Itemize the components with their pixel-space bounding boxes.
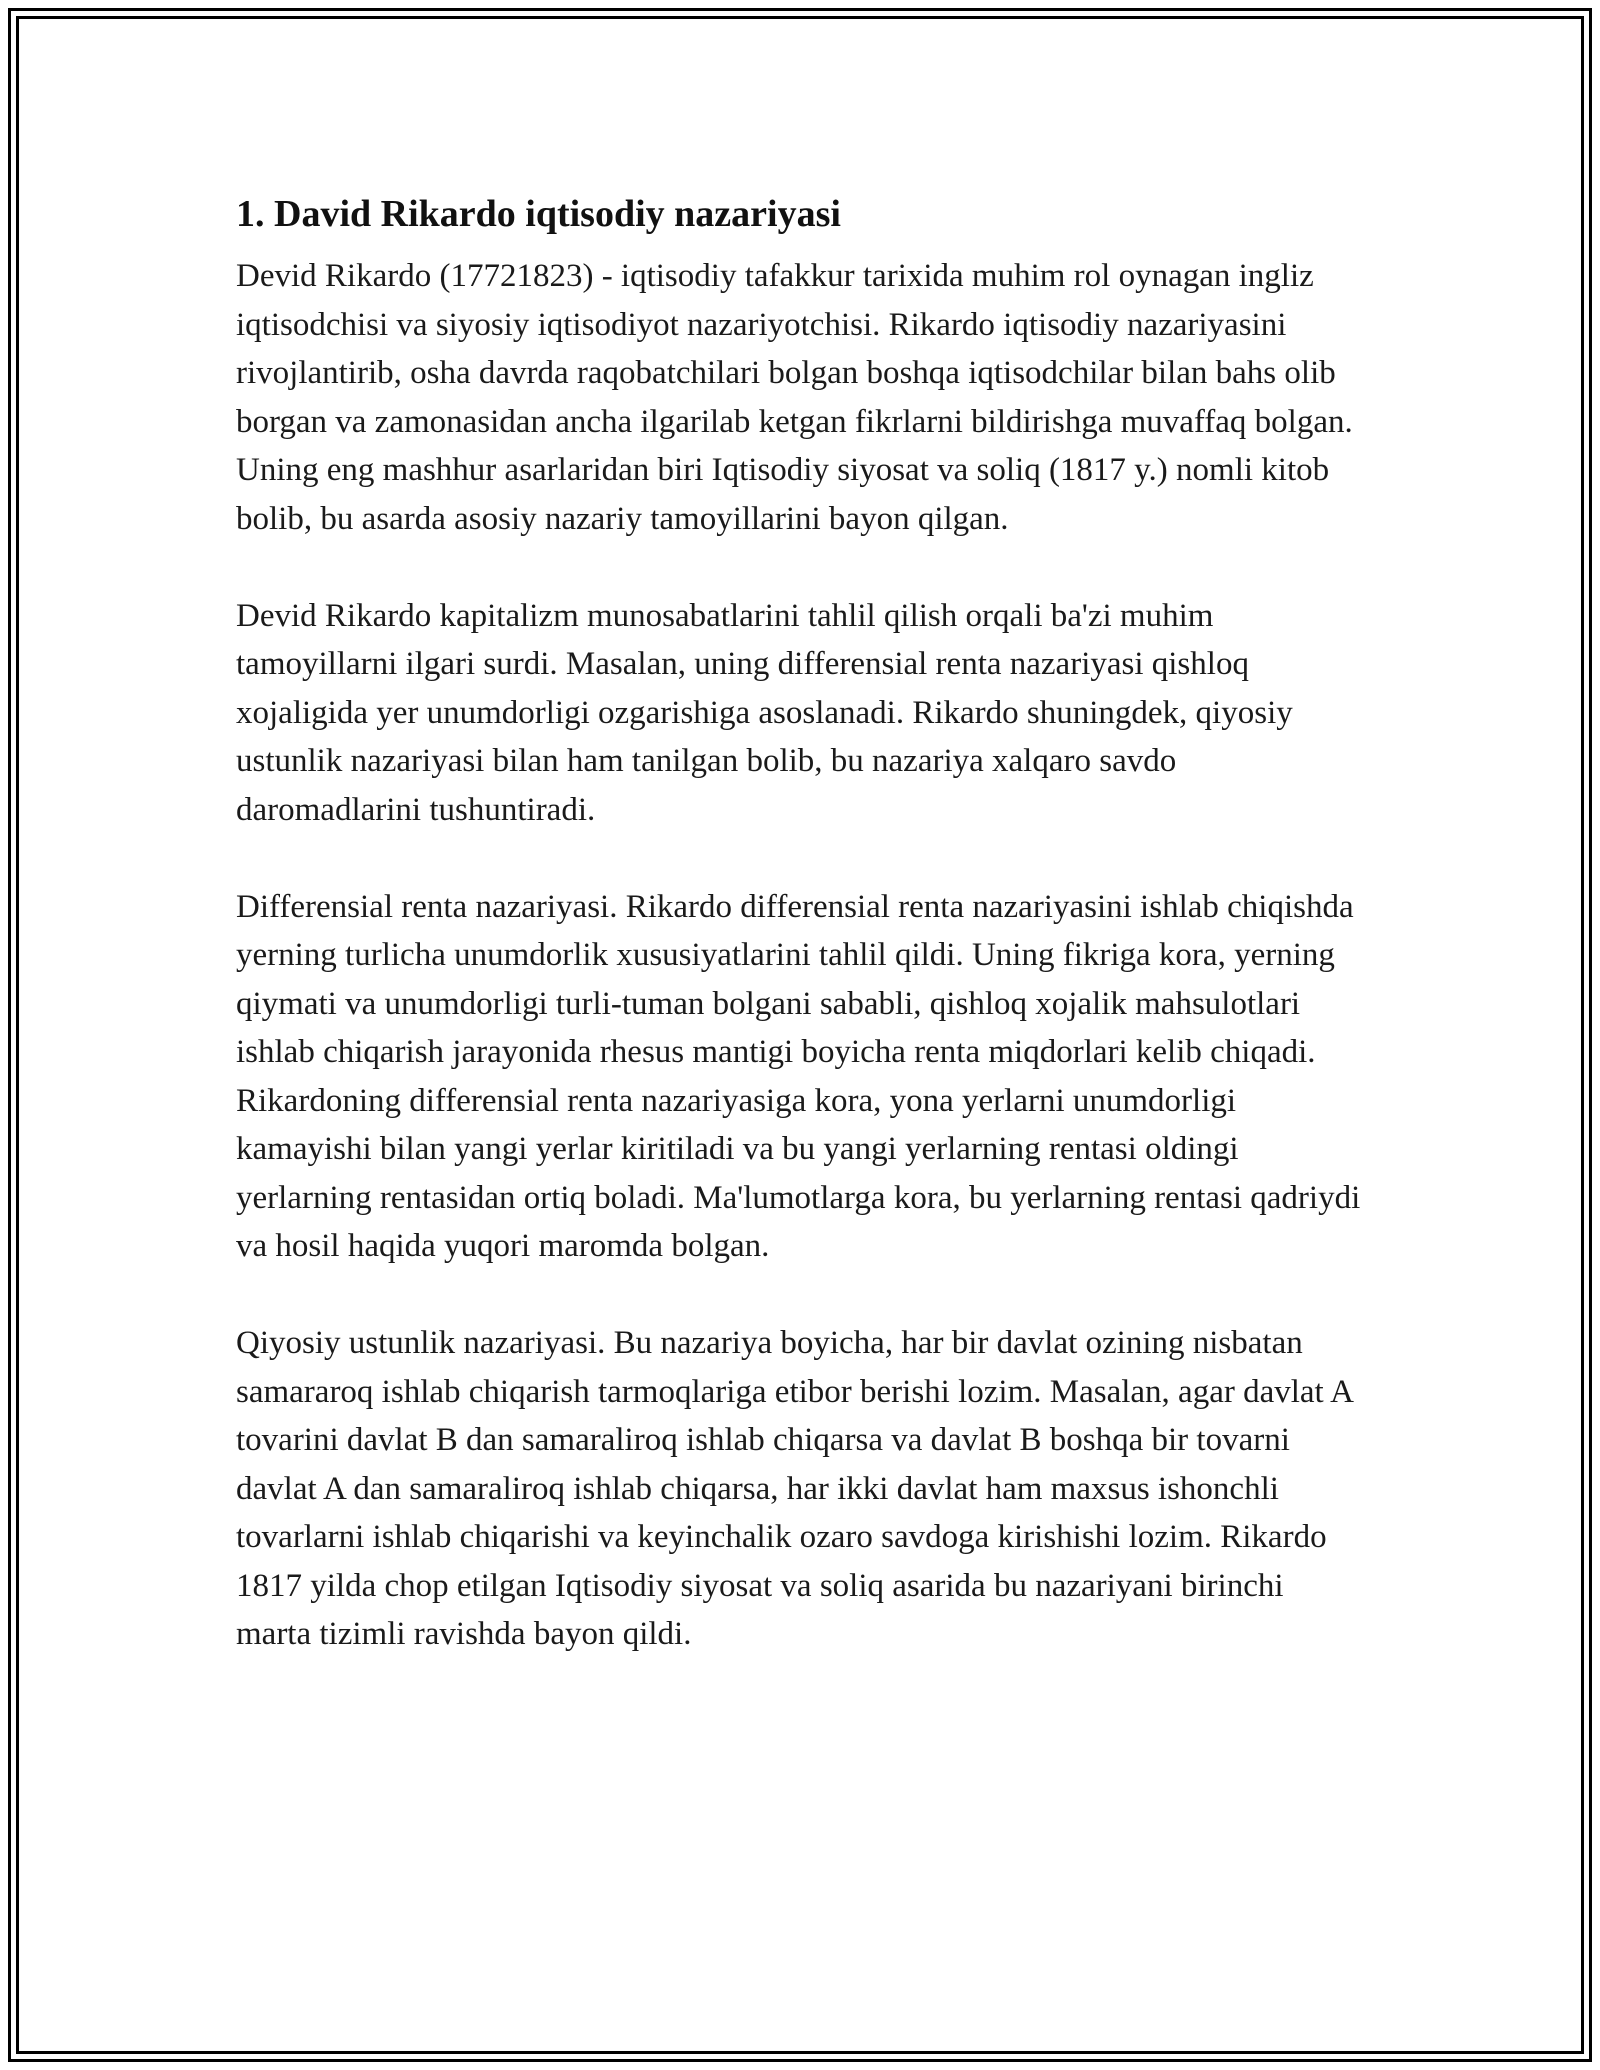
paragraph-comparative-advantage: Qiyosiy ustunlik nazariyasi. Bu nazariya boyicha, har bir davlat ozining nisbatan samararoq ishlab chiqarish tarmoqlariga etibor berishi lozim. Masalan, agar davlat A tovarini davlat B dan samaraliroq ishlab chiqarsa va davlat B boshqa bir tovarni davlat A dan samaraliroq ishlab chiqarsa, har ikki davlat ham maxsus ishonchli tovarlarni ishlab chiqarishi va keyinchalik ozaro savdoga kirishishi lozim. Rikardo 1817 yilda chop etilgan Iqtisodiy siyosat va soliq asarida bu nazariyani birinchi marta tizimli ravishda bayon qildi. [236, 1325, 1353, 1652]
paragraph-differential-rent: Differensial renta nazariyasi. Rikardo differensial renta nazariyasini ishlab chiqishda yerning turlicha unumdorlik xususiyatlarini tahlil qildi. Uning fikriga kora, yerning qiymati va unumdorligi turli-tuman bolgani sababli, qishloq xojalik mahsulotlari ishlab chiqarish jarayonida rhesus mantigi boyicha renta miqdorlari kelib chiqadi. Rikardoning differensial renta nazariyasiga kora, yona yerlarni unumdorligi kamayishi bilan yangi yerlar kiritiladi va bu yangi yerlarning rentasi oldingi yerlarning rentasidan ortiq boladi. Ma'lumotlarga kora, bu yerlarning rentasi qadriydi va hosil haqida yuqori maromda bolgan. [236, 888, 1361, 1264]
paragraph-intro: Devid Rikardo (17721823) - iqtisodiy tafakkur tarixida muhim rol oynagan ingliz iqtisodchisi va siyosiy iqtisodiyot nazariyotchisi. Rikardo iqtisodiy nazariyasini rivojlantirib, osha davrda raqobatchilari bolgan boshqa iqtisodchilar bilan bahs olib borgan va zamonasidan ancha ilgarilab ketgan fikrlarni bildirishga muvaffaq bolgan. Uning eng mashhur asarlaridan biri Iqtisodiy siyosat va soliq (1817 y.) nomli kitob bolib, bu asarda asosiy nazariy tamoyillarini bayon qilgan. [236, 258, 1353, 537]
paragraph-principles: Devid Rikardo kapitalizm munosabatlarini tahlil qilish orqali ba'zi muhim tamoyillarni ilgari surdi. Masalan, uning differensial renta nazariyasi qishloq xojaligida yer unumdorligi ozgarishiga asoslanadi. Rikardo shuningdek, qiyosiy ustunlik nazariyasi bilan ham tanilgan bolib, bu nazariya xalqaro savdo daromadlarini tushuntiradi. [236, 597, 1293, 828]
document-title: 1. David Rikardo iqtisodiy nazariyasi [236, 193, 841, 235]
document-body [236, 188, 1366, 1707]
